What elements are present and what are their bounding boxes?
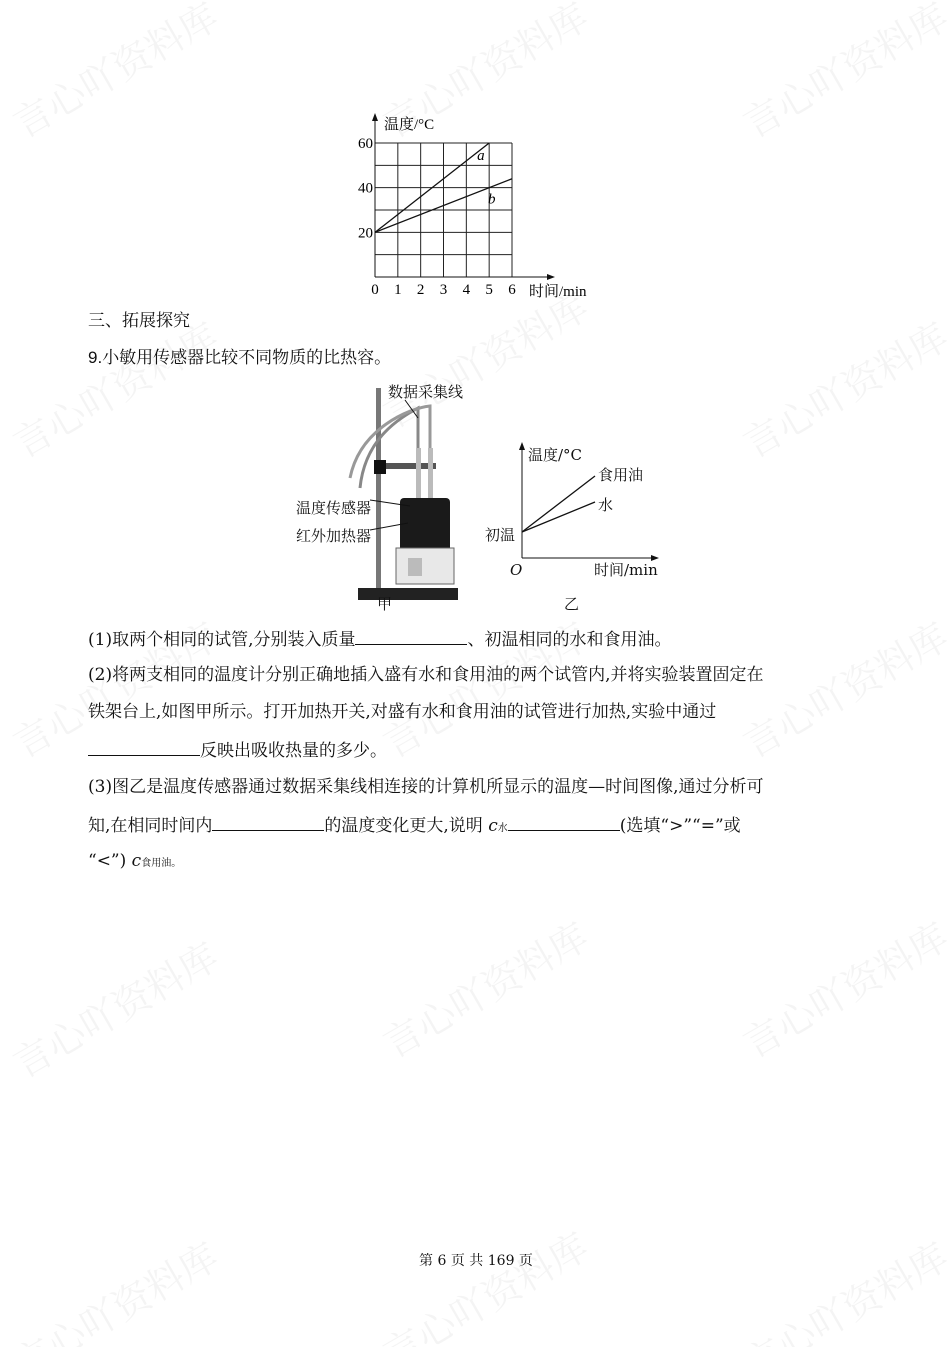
yi-label-water: 水: [598, 496, 614, 514]
line-oil: [522, 476, 595, 532]
stem-text: 小敏用传感器比较不同物质的比热容。: [102, 348, 392, 368]
series-label-a: a: [477, 148, 485, 164]
caption-jia: 甲: [377, 595, 393, 613]
label-heater: 红外加热器: [296, 527, 372, 545]
stand-rod: [376, 388, 381, 588]
answer-blank-3[interactable]: [212, 814, 324, 831]
heater-vent: [408, 558, 422, 576]
part3-text-3: (选填“>”“=”或: [619, 816, 741, 836]
y-tick-label: 40: [358, 180, 373, 197]
answer-blank-4[interactable]: [508, 814, 620, 831]
part-3-line-3: [88, 851, 181, 874]
question-number: 9.: [88, 348, 103, 367]
subscript-oil: 食用油: [141, 858, 172, 869]
stand-base: [358, 588, 458, 600]
x-tick-label: 6: [508, 282, 516, 298]
series-label-b: b: [488, 191, 496, 208]
label-temp-sensor: 温度传感器: [296, 499, 372, 517]
line-water: [522, 502, 595, 532]
question-stem: [88, 348, 391, 368]
y-arrow: [519, 442, 525, 450]
watermark: [732, 0, 952, 148]
y-tick-label: 60: [358, 136, 373, 152]
answer-blank-1[interactable]: [355, 628, 467, 645]
x-tick-label: 4: [462, 282, 471, 298]
watermark: [372, 907, 597, 1069]
section-heading: 三、拓展探究: [88, 311, 190, 331]
part-3-line-1: (3)图乙是温度传感器通过数据采集线相连接的计算机所显示的温度—时间图像,通过分析可: [88, 777, 764, 797]
part3-text-4: “<”): [88, 851, 127, 871]
part-3-line-2: [88, 814, 741, 839]
part1-text-end: 、初温相同的水和食用油。: [467, 630, 672, 650]
y-tick-label: 20: [358, 225, 373, 242]
part-2-line-3: [88, 739, 387, 761]
infrared-heater: [400, 498, 450, 553]
part-1: [88, 628, 671, 650]
caption-yi: 乙: [564, 595, 580, 613]
x-axis-label: 时间/min: [529, 284, 587, 300]
yi-label-oil: 食用油: [598, 466, 644, 484]
symbol-c-2: c: [131, 851, 142, 871]
watermark: [732, 307, 952, 469]
temperature-time-chart: [355, 108, 605, 303]
watermark: [732, 1227, 952, 1347]
x-tick-label: 1: [394, 282, 402, 298]
label-data-cable: 数据采集线: [388, 383, 464, 401]
part3-text: 知,在相同时间内: [88, 816, 213, 836]
watermark: [2, 927, 227, 1089]
period: 。: [171, 858, 182, 869]
part-2-line-1: (2)将两支相同的温度计分别正确地插入盛有水和食用油的两个试管内,并将实验装置固定在: [88, 665, 764, 685]
yi-ylabel: 温度/°C: [528, 446, 583, 464]
yi-xlabel: 时间/min: [594, 561, 658, 579]
x-tick-label: 2: [416, 282, 425, 298]
symbol-c: c: [488, 816, 498, 836]
x-axis-arrow: [547, 274, 555, 280]
yi-origin: O: [510, 561, 523, 579]
watermark: [2, 1227, 227, 1347]
watermark: [372, 1217, 597, 1347]
x-tick-label: 5: [485, 282, 493, 298]
watermark: [2, 0, 227, 148]
answer-blank-2[interactable]: [88, 739, 200, 756]
yi-initial-temp: 初温: [485, 526, 516, 544]
x-tick-label: 0: [371, 282, 379, 298]
x-tick-label: 3: [439, 282, 448, 298]
watermark: [732, 907, 952, 1069]
part-2-line-2: 铁架台上,如图甲所示。打开加热开关,对盛有水和食用油的试管进行加热,实验中通过: [88, 702, 717, 722]
clamp-knob: [374, 460, 386, 474]
part2-text-end: 反映出吸收热量的多少。: [200, 741, 387, 761]
page-footer: 第 6 页 共 169 页: [419, 1253, 533, 1269]
part3-text-2: 的温度变化更大,说明: [324, 816, 489, 836]
subscript-water: 水: [497, 823, 508, 834]
y-axis-label: 温度/°C: [384, 117, 435, 133]
heater-base: [396, 548, 454, 584]
watermark: [732, 607, 952, 769]
part1-text: (1)取两个相同的试管,分别装入质量: [88, 630, 356, 650]
y-axis-arrow: [372, 113, 378, 121]
